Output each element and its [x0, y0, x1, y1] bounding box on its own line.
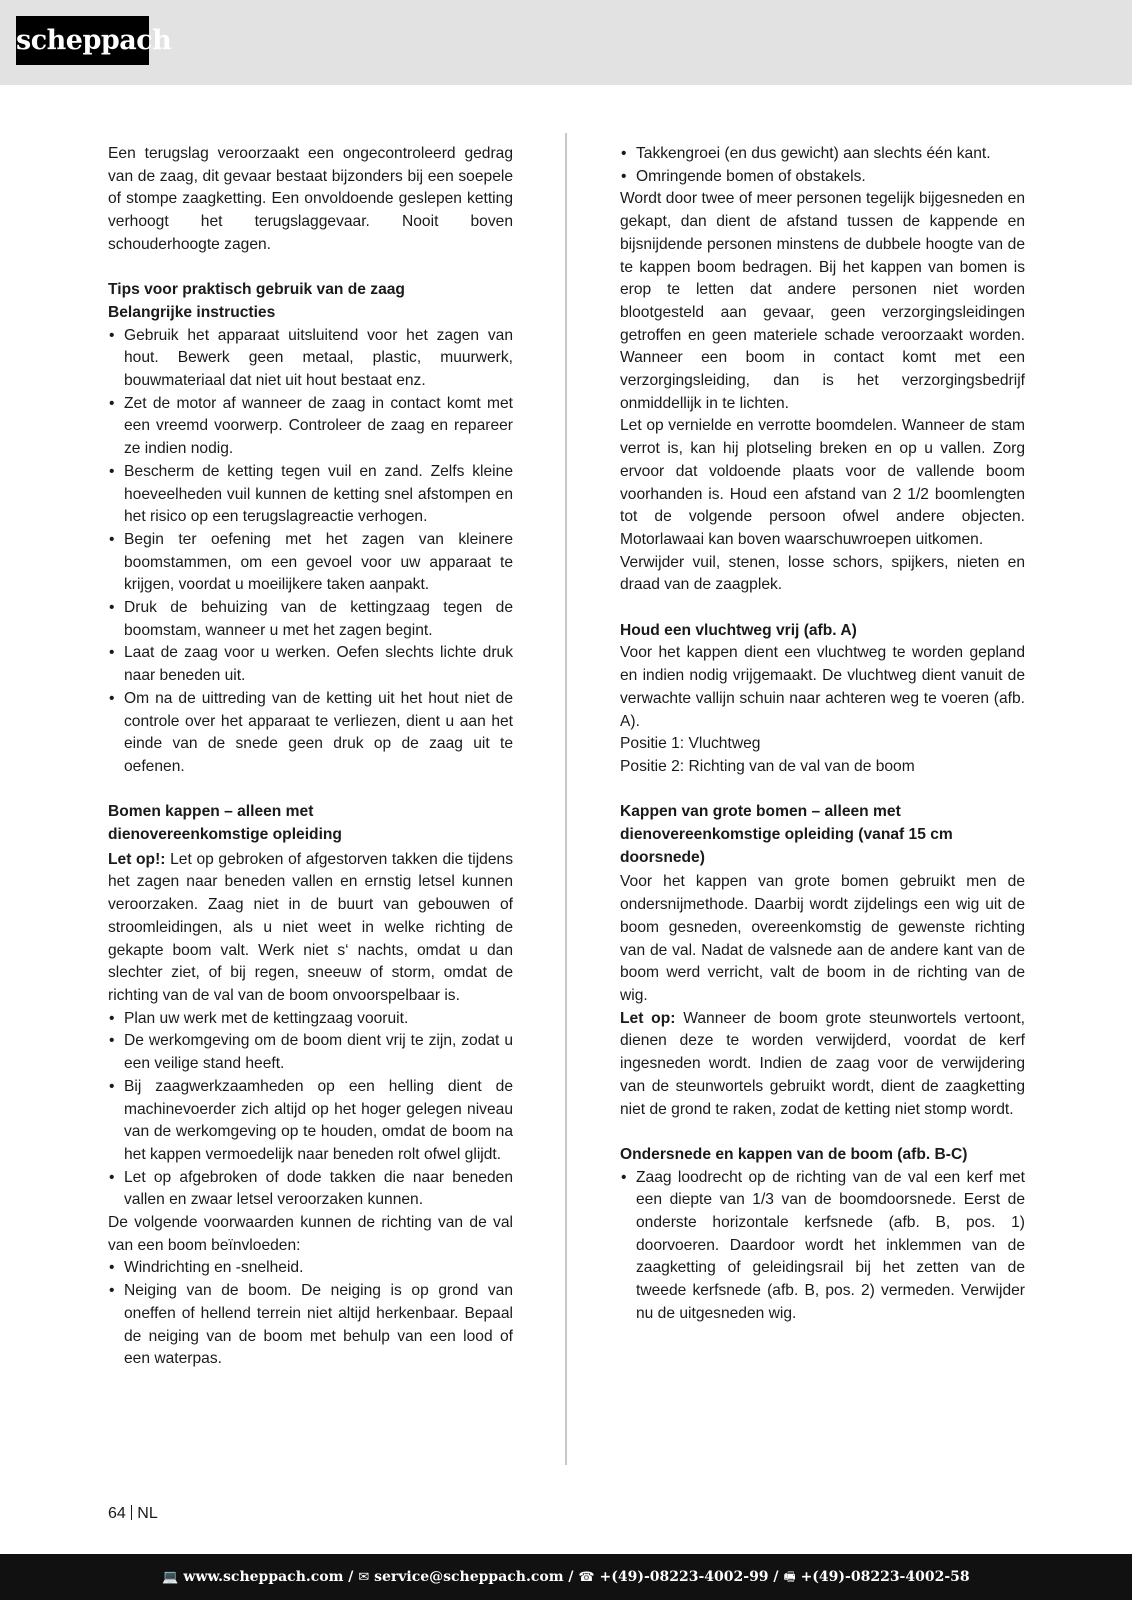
kickback-intro: Een terugslag veroorzaakt een ongecontroleerd gedrag van de zaag, dit gevaar bestaat bijzonders bij een soepele of stompe zaagketting. Een onvoldoende geslepen ketting verhoogt het terugslaggevaar. Nooit boven schouderhoogte zagen. — [108, 145, 513, 253]
list-item: • Takkengroei (en dus gewicht) aan slechts één kant. — [620, 143, 1025, 166]
conditions-list-continued — [620, 143, 1025, 188]
escape-route-text: Voor het kappen dient een vluchtweg te worden gepland en indien nodig vrijgemaakt. De vluchtweg dient vanuit de verwachte vallijn schuin naar achteren weg te voeren (afb. A). — [620, 644, 1025, 730]
footer-email: service@scheppach.com — [374, 1569, 564, 1585]
list-item: • Plan uw werk met de kettingzaag vooruit. — [108, 1008, 513, 1031]
large-trees-heading-line3: doorsnede) — [620, 848, 705, 866]
undercut-list — [620, 1167, 1025, 1326]
footer-fax: +(49)-08223-4002-58 — [800, 1569, 970, 1585]
felling-heading-line2: dienovereenkomstige opleiding — [108, 826, 342, 844]
list-item: • Let op afgebroken of dode takken die naar beneden vallen en zwaar letsel veroorzaken kunnen. — [108, 1167, 513, 1212]
scheppach-logo: scheppach — [16, 16, 149, 65]
footer-phone: +(49)-08223-4002-99 — [599, 1569, 769, 1585]
felling-list — [108, 1008, 513, 1212]
page-number-separator — [131, 1505, 133, 1520]
warning-text: Let op gebroken of afgestorven takken die tijdens het zagen naar beneden vallen en ernstig letsel kunnen veroorzaken. Zaag niet in de buurt van gebouwen of stroomleidingen, als u niet weet in welke richting de gekapte boom valt. Werk niet s‘ nachts, omdat u dan slechter ziet, of bij regen, sneeuw of storm, omdat de richting van de val van de boom onvoorspelbaar is. — [108, 850, 513, 1004]
list-item: • Bij zaagwerkzaamheden op een helling dient de machinevoerder zich altijd op het hoger gelegen niveau van de werkomgeving op te houden, omdat de boom na het kappen vermoedelijk naar beneden rolt ofwel glijdt. — [108, 1076, 513, 1167]
fax-icon: 🖷 — [783, 1570, 796, 1585]
column-divider — [565, 133, 567, 1465]
list-item: • Druk de behuizing van de kettingzaag tegen de boomstam, wanneer u met het zagen begint. — [108, 597, 513, 642]
list-item: • Neiging van de boom. De neiging is op grond van oneffen of hellend terrein niet altijd herkenbaar. Bepaal de neiging van de boom met behulp van een lood of een waterpas. — [108, 1280, 513, 1371]
tips-heading: Tips voor praktisch gebruik van de zaag — [108, 281, 405, 299]
felling-heading-line1: Bomen kappen – alleen met — [108, 803, 314, 821]
undercut-heading: Ondersnede en kappen van de boom (afb. B-C) — [620, 1145, 968, 1163]
list-item: • Begin ter oefening met het zagen van kleinere boomstammen, om een gevoel voor uw apparaat te krijgen, voordat u moeilijkere taken aanpakt. — [108, 529, 513, 597]
list-item: • Om na de uittreding van de ketting uit het hout niet de controle over het apparaat te verliezen, dient u aan het einde van de snede geen druk op de zaag uit te oefenen. — [108, 688, 513, 779]
list-item: • Laat de zaag voor u werken. Oefen slechts lichte druk naar beneden uit. — [108, 642, 513, 687]
tips-list — [108, 325, 513, 779]
warning-label: Let op: — [620, 1009, 676, 1027]
list-item: • Windrichting en -snelheid. — [108, 1257, 513, 1280]
list-item: • Omringende bomen of obstakels. — [620, 166, 1025, 189]
page-number — [108, 1505, 158, 1523]
buttress-warning — [620, 1008, 1025, 1122]
footer-separator: / — [563, 1569, 579, 1585]
warning-label: Let op!: — [108, 850, 166, 868]
page-footer — [0, 1554, 1132, 1600]
multi-person-paragraph: Wordt door twee of meer personen tegelijk bijgesneden en gekapt, dan dient de afstand tussen de kappende en bijsnijdende personen minstens de dubbele hoogte van de te kappen boom bedragen. Bij het kappen van bomen is erop te letten dat andere personen niet worden blootgesteld aan gevaar, geen verzorgingsleidingen getroffen en geen materiele schade veroorzaakt worden. Wanneer een boom in contact komt met een verzorgingsleiding, dan is het verzorgingsbedrijf onmiddellijk in te lichten. — [620, 190, 1025, 412]
left-column — [108, 143, 513, 1371]
list-item: • Zet de motor af wanneer de zaag in contact komt met een vreemd voorwerp. Controleer de zaag en repareer ze indien nodig. — [108, 393, 513, 461]
right-column — [620, 143, 1025, 1326]
escape-route-heading: Houd een vluchtweg vrij (afb. A) — [620, 621, 857, 639]
page-header — [0, 0, 1132, 85]
list-item: • Zaag loodrecht op de richting van de val een kerf met een diepte van 1/3 van de boomdoorsnede. Eerst de onderste horizontale kerfsnede (afb. B, pos. 1) doorvoeren. Daardoor wordt het inklemmen van de zaagketting of geleidingsrail bij het zetten van de tweede kerfsnede (afb. B, pos. 2) vermeden. Verwijder nu de uitgesneden wig. — [620, 1167, 1025, 1326]
footer-separator: / — [768, 1569, 784, 1585]
list-item: • Bescherm de ketting tegen vuil en zand. Zelfs kleine hoeveelheden vuil kunnen de ketting snel afstompen en het risico op een terugslagreactie verhogen. — [108, 461, 513, 529]
tips-subheading: Belangrijke instructies — [108, 303, 276, 321]
conditions-intro: De volgende voorwaarden kunnen de richting van de val van een boom beïnvloeden: — [108, 1214, 513, 1254]
phone-icon: ☎ — [578, 1570, 595, 1585]
footer-separator: / — [343, 1569, 359, 1585]
list-item: • De werkomgeving om de boom dient vrij te zijn, zodat u een veilige stand heeft. — [108, 1030, 513, 1075]
felling-warning — [108, 849, 513, 1008]
envelope-icon: ✉ — [358, 1570, 370, 1585]
list-item: • Gebruik het apparaat uitsluitend voor het zagen van hout. Bewerk geen metaal, plastic, muurwerk, bouwmateriaal dat niet uit hout bestaat enz. — [108, 325, 513, 393]
rotten-wood-paragraph: Let op vernielde en verrotte boomdelen. Wanneer de stam verrot is, kan hij plotseling breken en op u vallen. Zorg ervoor dat voldoende plaats voor de vallende boom voorhanden is. Houd een afstand van 2 1/2 boomlengten tot de volgende persoon ofwel andere objecten. Motorlawaai kan boven waarschuwroepen uitkomen. — [620, 417, 1025, 548]
large-trees-text: Voor het kappen van grote bomen gebruikt men de ondersnijmethode. Daarbij wordt zijdelings een wig uit de boom gesneden, overeenkomstig de gewenste richting van de val. Nadat de valsnede aan de andere kant van de boom werd verricht, valt de boom in de richting van de wig. — [620, 873, 1025, 1004]
page-language: NL — [137, 1505, 158, 1522]
escape-position-1: Positie 1: Vluchtweg — [620, 735, 761, 753]
page-number-value: 64 — [108, 1505, 126, 1522]
conditions-list — [108, 1257, 513, 1371]
warning-text: Wanneer de boom grote steunwortels vertoont, dienen deze te worden verwijderd, voordat de kerf ingesneden wordt. Indien de zaag voor de verwijdering van de steunwortels gebruikt wordt, dient de zaagketting niet de grond te raken, zodat de ketting niet stomp wordt. — [620, 1009, 1025, 1118]
footer-website: www.scheppach.com — [183, 1569, 344, 1585]
escape-position-2: Positie 2: Richting van de val van de boom — [620, 757, 915, 775]
large-trees-heading-line2: dienovereenkomstige opleiding (vanaf 15 cm — [620, 826, 953, 844]
large-trees-heading-line1: Kappen van grote bomen – alleen met — [620, 803, 901, 821]
computer-icon: 💻 — [162, 1570, 179, 1585]
clear-site-paragraph: Verwijder vuil, stenen, losse schors, spijkers, nieten en draad van de zaagplek. — [620, 553, 1025, 594]
